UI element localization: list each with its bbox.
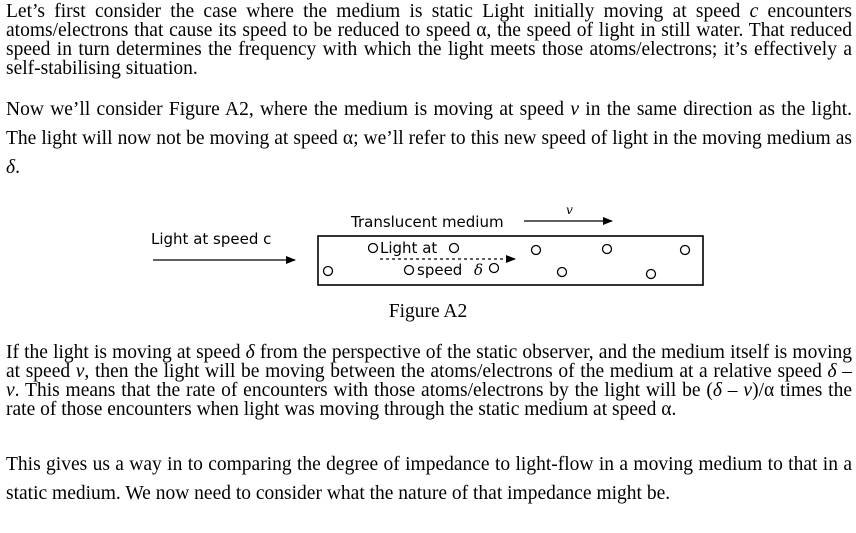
text-run: in the same direction as the light. The light will now not be moving at speed α; we’ll refer to this new speed of light in the moving medium as bbox=[6, 99, 852, 149]
text-run: from the perspective of the static observer, and the medium itself is moving at speed bbox=[6, 342, 852, 382]
particle-circle bbox=[490, 264, 499, 273]
expression-delta-minus-v: δ – v bbox=[6, 361, 852, 401]
symbol-c: c bbox=[749, 1, 759, 22]
inner-light-label-1: Light at bbox=[380, 239, 438, 257]
symbol-delta: δ bbox=[245, 342, 255, 363]
paragraph-relative-speed bbox=[6, 343, 852, 419]
figure-caption: Figure A2 bbox=[388, 301, 468, 322]
expression-delta-minus-v: δ – v bbox=[712, 380, 753, 401]
figure-a2 bbox=[0, 200, 856, 330]
inner-delta-symbol: δ bbox=[474, 261, 484, 279]
particle-circle bbox=[405, 266, 414, 275]
medium-box bbox=[318, 236, 703, 285]
text-run: , then the light will be moving between the atoms/electrons of the medium at a relative speed bbox=[84, 361, 828, 382]
atom-circle bbox=[532, 246, 541, 255]
velocity-v-label: v bbox=[566, 203, 573, 217]
text-run: If the light is moving at speed bbox=[6, 342, 246, 363]
text-run: Let’s first consider the case where the medium is static Light initially moving at speed bbox=[6, 1, 750, 22]
particle-circle bbox=[450, 244, 459, 253]
text-run: Now we’ll consider Figure A2, where the medium is moving at speed bbox=[6, 99, 571, 120]
atom-circle bbox=[603, 245, 612, 254]
symbol-v: v bbox=[75, 361, 85, 382]
text-run: )/α times the rate of those encounters when light was moving through the static medium at speed α. bbox=[6, 380, 852, 420]
text-run: . bbox=[15, 157, 20, 178]
medium-label: Translucent medium bbox=[351, 213, 504, 231]
paragraph-moving-medium bbox=[6, 95, 852, 182]
symbol-delta: δ bbox=[6, 157, 16, 178]
inner-light-label-2: speed bbox=[417, 261, 463, 279]
text-run: . This means that the rate of encounters with those atoms/electrons by the light will be ( bbox=[14, 380, 713, 401]
incoming-light-label: Light at speed c bbox=[151, 230, 272, 248]
particle-circle bbox=[369, 244, 378, 253]
atom-circle bbox=[558, 268, 567, 277]
paragraph-impedance: This gives us a way in to comparing the degree of impedance to light-flow in a moving medium to that in a static medium. We now need to consider what the nature of that impedance might be. bbox=[6, 454, 852, 504]
atom-circle bbox=[681, 246, 690, 255]
figure-diagram bbox=[0, 200, 856, 300]
paragraph-static-medium bbox=[6, 2, 852, 78]
atom-circle bbox=[647, 270, 656, 279]
text-run: encounters atoms/electrons that cause its speed to be reduced to speed α, the speed of light in still water. That reduced speed in turn determines the frequency with which the light meets those atoms/electrons; it’s effectively a self-stabilising situation. bbox=[6, 1, 852, 79]
symbol-v: v bbox=[570, 99, 579, 120]
atom-circle bbox=[324, 267, 333, 276]
